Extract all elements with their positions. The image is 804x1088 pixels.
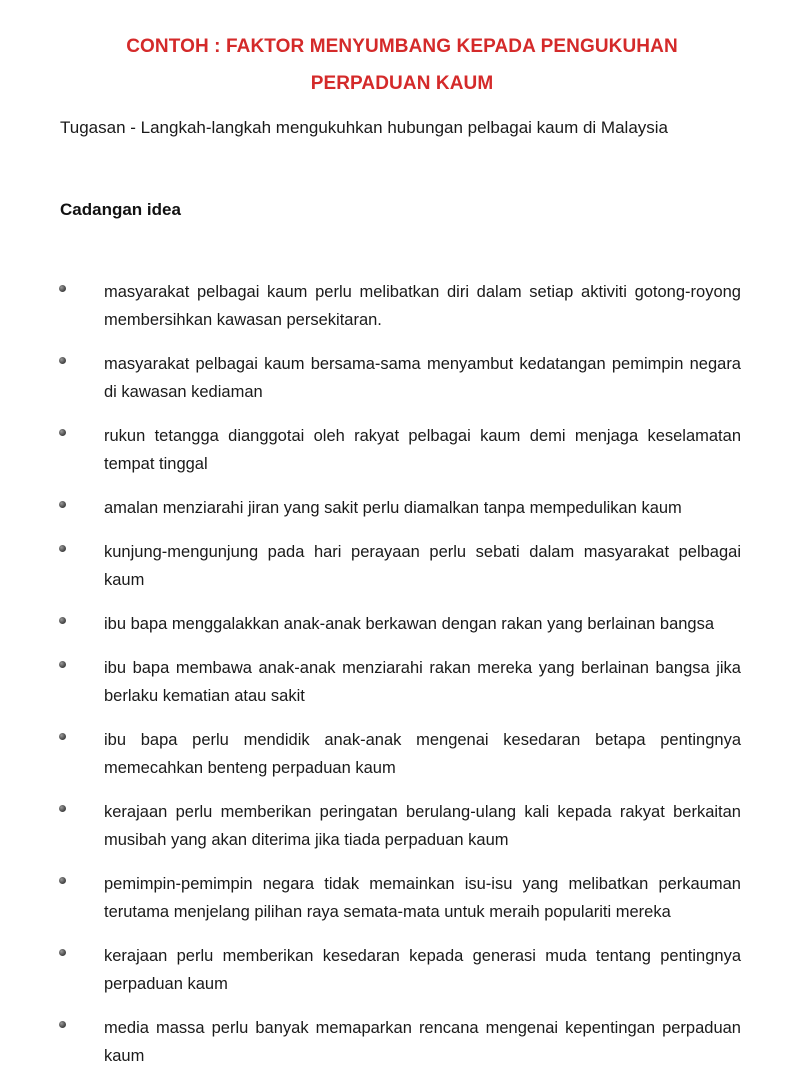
list-item	[0, 1014, 804, 1070]
list-item	[0, 350, 804, 406]
bullet-icon	[59, 949, 66, 956]
bullet-icon	[59, 877, 66, 884]
list-item	[0, 494, 804, 522]
list-item	[0, 422, 804, 478]
list-item	[0, 798, 804, 854]
list-item-text: kunjung-mengunjung pada hari perayaan perlu sebati dalam masyarakat pelbagai kaum	[104, 543, 741, 589]
task-statement: Tugasan - Langkah-langkah mengukuhkan hubungan pelbagai kaum di Malaysia	[60, 118, 669, 137]
bullet-icon	[59, 805, 66, 812]
bullet-icon	[59, 733, 66, 740]
list-item	[0, 726, 804, 782]
bullet-icon	[59, 285, 66, 292]
list-item-text: pemimpin-pemimpin negara tidak memainkan isu-isu yang melibatkan perkauman terutama menjelang pilihan raya semata-mata untuk meraih populariti mereka	[104, 875, 741, 921]
list-item	[0, 610, 804, 638]
bullet-icon	[59, 429, 66, 436]
list-item-text: media massa perlu banyak memaparkan rencana mengenai kepentingan perpaduan kaum	[104, 1019, 741, 1065]
list-item	[0, 538, 804, 594]
bullet-icon	[59, 661, 66, 668]
list-item-text: kerajaan perlu memberikan peringatan berulang-ulang kali kepada rakyat berkaitan musibah yang akan diterima jika tiada perpaduan kaum	[104, 803, 741, 849]
document-title-line-1: CONTOH : FAKTOR MENYUMBANG KEPADA PENGUKUHAN	[126, 36, 678, 57]
list-item-text: amalan menziarahi jiran yang sakit perlu diamalkan tanpa mempedulikan kaum	[104, 499, 682, 517]
bullet-icon	[59, 1021, 66, 1028]
list-item-text: ibu bapa menggalakkan anak-anak berkawan dengan rakan yang berlainan bangsa	[104, 615, 715, 633]
ideas-list	[0, 278, 804, 1086]
section-heading: Cadangan idea	[60, 200, 181, 219]
list-item	[0, 942, 804, 998]
list-item-text: ibu bapa membawa anak-anak menziarahi rakan mereka yang berlainan bangsa jika berlaku kematian atau sakit	[104, 659, 741, 705]
list-item-text: masyarakat pelbagai kaum bersama-sama menyambut kedatangan pemimpin negara di kawasan kediaman	[104, 355, 741, 401]
list-item-text: kerajaan perlu memberikan kesedaran kepada generasi muda tentang pentingnya perpaduan kaum	[104, 947, 741, 993]
list-item-text: rukun tetangga dianggotai oleh rakyat pelbagai kaum demi menjaga keselamatan tempat tinggal	[104, 427, 741, 473]
list-item-text: ibu bapa perlu mendidik anak-anak mengenai kesedaran betapa pentingnya memecahkan benteng perpaduan kaum	[104, 731, 741, 777]
list-item	[0, 654, 804, 710]
list-item	[0, 870, 804, 926]
bullet-icon	[59, 545, 66, 552]
list-item	[0, 278, 804, 334]
document-title-line-2: PERPADUAN KAUM	[310, 73, 494, 94]
bullet-icon	[59, 501, 66, 508]
bullet-icon	[59, 617, 66, 624]
bullet-icon	[59, 357, 66, 364]
list-item-text: masyarakat pelbagai kaum perlu melibatkan diri dalam setiap aktiviti gotong-royong membersihkan kawasan persekitaran.	[104, 283, 741, 329]
